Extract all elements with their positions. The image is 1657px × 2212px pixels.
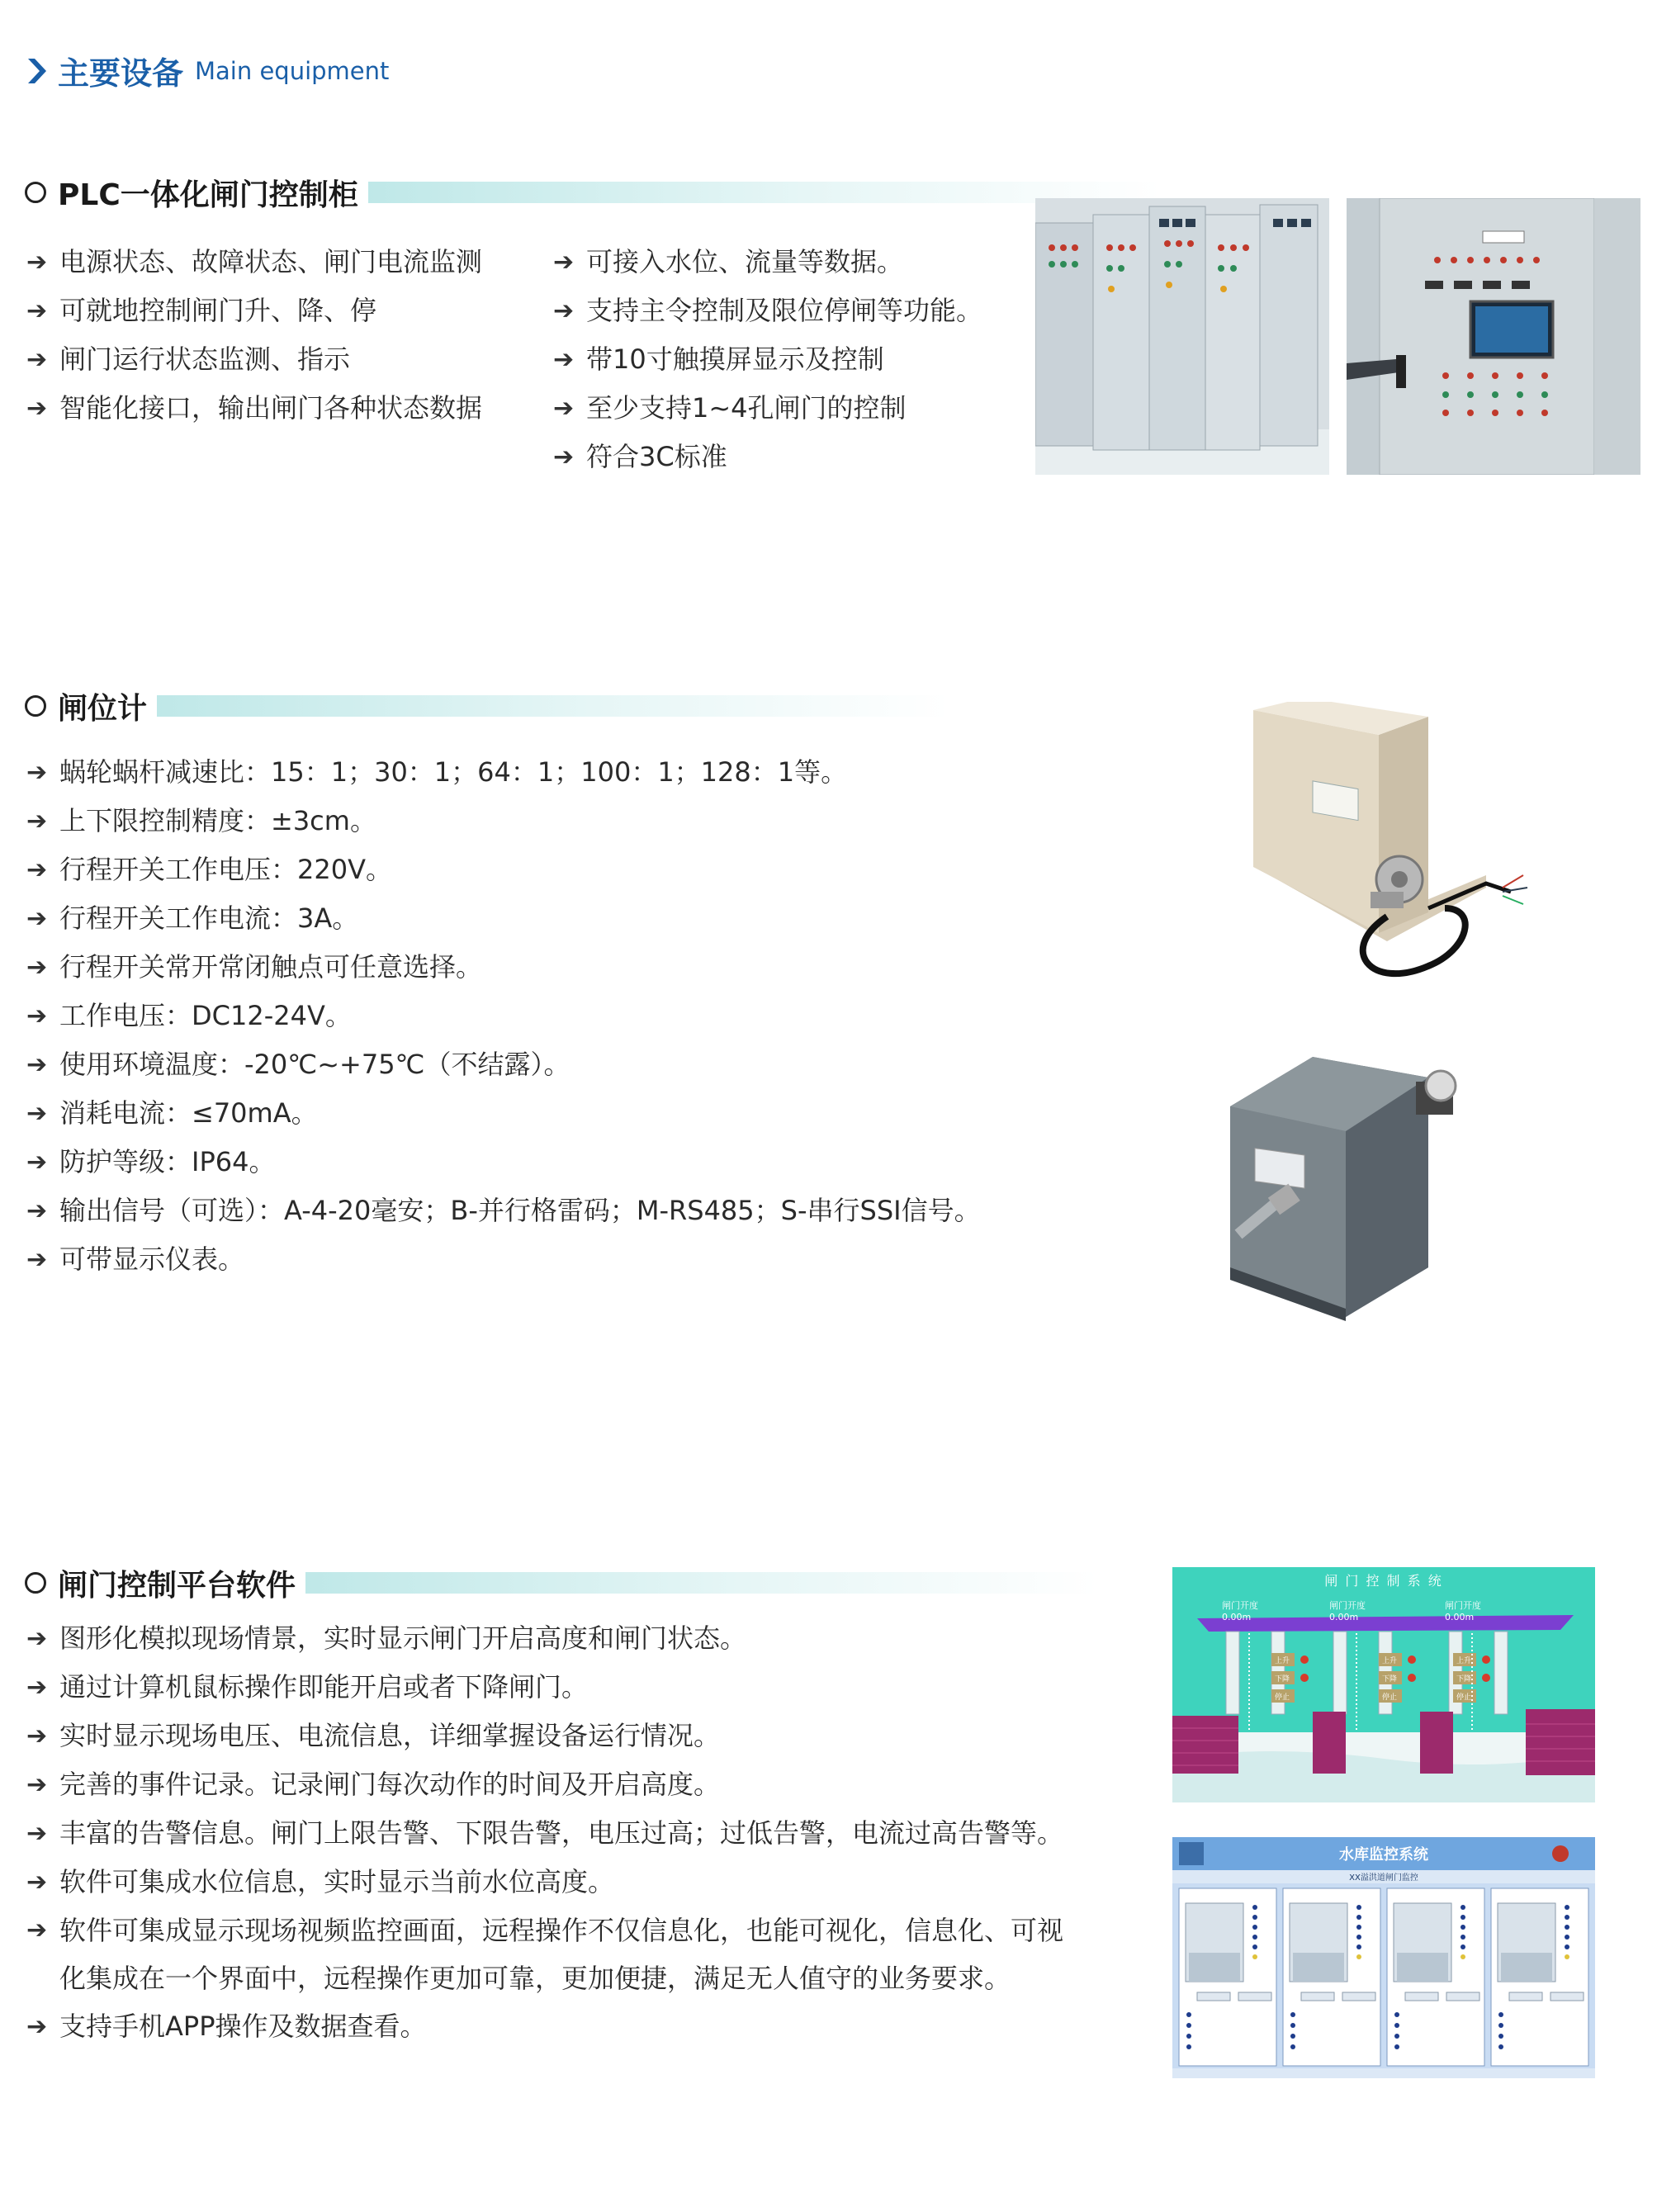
- arrow-icon: ➔: [553, 345, 575, 374]
- list-item: ➔ 可带显示仪表。: [25, 1235, 981, 1284]
- list-item: ➔ 符合3C标准: [552, 433, 982, 481]
- arrow-icon: ➔: [26, 1722, 48, 1750]
- list-item: ➔ 蜗轮蜗杆减速比：15：1；30：1；64：1；100：1；128：1等。: [25, 748, 981, 797]
- circle-bullet-icon: [25, 1572, 46, 1594]
- svg-text:下降: 下降: [1456, 1675, 1472, 1684]
- list-item: ➔ 工作电压：DC12-24V。: [25, 992, 981, 1040]
- arrow-icon: ➔: [553, 248, 575, 277]
- gate-control-screen-2: [1172, 1837, 1595, 2078]
- list-item: ➔ 行程开关常开常闭触点可任意选择。: [25, 943, 981, 992]
- arrow-icon: ➔: [26, 1196, 48, 1225]
- arrow-icon: ➔: [26, 807, 48, 836]
- arrow-icon: ➔: [26, 855, 48, 884]
- arrow-icon: ➔: [26, 1099, 48, 1128]
- plc-feature-list-right: [552, 238, 982, 481]
- svg-text:上升: 上升: [1382, 1657, 1398, 1665]
- gate-value-2: 0.00m: [1329, 1612, 1359, 1622]
- title-accent-bar: [305, 1572, 1098, 1594]
- arrow-icon: ➔: [26, 1050, 48, 1079]
- touchscreen-cabinet-photo: [1347, 198, 1640, 475]
- arrow-icon: ➔: [26, 1624, 48, 1653]
- list-item: ➔ 可接入水位、流量等数据。: [552, 238, 982, 287]
- arrow-icon: ➔: [26, 2012, 48, 2041]
- list-item: ➔ 行程开关工作电压：220V。: [25, 845, 981, 894]
- arrow-icon: ➔: [26, 1916, 48, 1944]
- arrow-icon: ➔: [26, 1868, 48, 1897]
- list-item: ➔ 闸门运行状态监测、指示: [25, 335, 482, 384]
- arrow-icon: ➔: [553, 443, 575, 471]
- screen2-subtitle: XX溢洪道闸门监控: [1349, 1873, 1418, 1883]
- title-accent-bar: [157, 695, 949, 717]
- arrow-icon: ➔: [26, 248, 48, 277]
- arrow-icon: ➔: [26, 953, 48, 982]
- gate-meter-spec-list: [25, 748, 981, 1284]
- gate-meter-gray-photo: [1222, 1044, 1519, 1325]
- arrow-icon: ➔: [553, 394, 575, 423]
- arrow-icon: ➔: [26, 1819, 48, 1848]
- arrow-icon: ➔: [26, 394, 48, 423]
- svg-text:停止: 停止: [1456, 1693, 1472, 1702]
- section-title-text: 闸门控制平台软件: [58, 1568, 296, 1603]
- gate-value-1: 0.00m: [1222, 1612, 1252, 1622]
- svg-text:上升: 上升: [1456, 1657, 1472, 1665]
- list-item: ➔ 电源状态、故障状态、闸门电流监测: [25, 238, 482, 287]
- header-title-cn: 主要设备: [58, 55, 184, 92]
- arrow-icon: ➔: [26, 758, 48, 787]
- section-gate-meter-title: [25, 685, 949, 727]
- arrow-icon: ➔: [26, 1002, 48, 1030]
- svg-text:下降: 下降: [1382, 1675, 1398, 1684]
- svg-text:停止: 停止: [1275, 1693, 1290, 1702]
- header-title-en: Main equipment: [195, 56, 390, 85]
- gate-control-screen-1: [1172, 1567, 1595, 1802]
- gate-label-2: 闸门开度: [1329, 1600, 1366, 1611]
- list-item: ➔ 消耗电流：≤70mA。: [25, 1089, 981, 1138]
- list-item: ➔ 使用环境温度：-20℃~+75℃（不结露）。: [25, 1040, 981, 1089]
- list-item: ➔ 智能化接口，输出闸门各种状态数据: [25, 384, 482, 433]
- arrow-icon: ➔: [26, 1148, 48, 1177]
- arrow-icon: ➔: [26, 296, 48, 325]
- list-item: ➔ 图形化模拟现场情景，实时显示闸门开启高度和闸门状态。: [25, 1614, 1065, 1663]
- list-item: ➔ 输出信号（可选）：A-4-20毫安；B-并行格雷码；M-RS485；S-串行SSI信号。: [25, 1187, 981, 1235]
- arrow-icon: ➔: [26, 904, 48, 933]
- list-item: ➔ 带10寸触摸屏显示及控制: [552, 335, 982, 384]
- list-item: ➔ 行程开关工作电流：3A。: [25, 894, 981, 943]
- section-plc-title: [25, 172, 1161, 213]
- gate-value-3: 0.00m: [1445, 1612, 1475, 1622]
- arrow-icon: ➔: [26, 345, 48, 374]
- list-item: ➔ 至少支持1~4孔闸门的控制: [552, 384, 982, 433]
- list-item: ➔ 可就地控制闸门升、降、停: [25, 287, 482, 335]
- gate-label-1: 闸门开度: [1222, 1600, 1258, 1611]
- list-item: ➔ 软件可集成水位信息，实时显示当前水位高度。: [25, 1858, 1065, 1906]
- list-item: ➔ 通过计算机鼠标操作即能开启或者下降闸门。: [25, 1663, 1065, 1712]
- screen2-title: 水库监控系统: [1339, 1846, 1428, 1864]
- software-feature-list: [25, 1614, 1065, 2051]
- list-item: ➔ 丰富的告警信息。闸门上限告警、下限告警，电压过高；过低告警，电流过高告警等。: [25, 1809, 1065, 1858]
- screen1-title: 闸 门 控 制 系 统: [1324, 1573, 1443, 1589]
- svg-text:下降: 下降: [1275, 1675, 1290, 1684]
- section-software-title: [25, 1562, 1098, 1603]
- list-item: ➔ 上下限控制精度：±3cm。: [25, 797, 981, 845]
- plc-feature-list-left: [25, 238, 482, 433]
- list-item: ➔ 支持主令控制及限位停闸等功能。: [552, 287, 982, 335]
- arrow-icon: ➔: [553, 296, 575, 325]
- section-title-text: PLC一体化闸门控制柜: [58, 178, 358, 212]
- arrow-icon: ➔: [26, 1770, 48, 1799]
- circle-bullet-icon: [25, 182, 46, 203]
- list-item: ➔ 防护等级：IP64。: [25, 1138, 981, 1187]
- svg-text:上升: 上升: [1275, 1657, 1290, 1665]
- chevron-right-icon: [25, 57, 50, 85]
- control-cabinet-photo: [1035, 198, 1329, 475]
- arrow-icon: ➔: [26, 1245, 48, 1274]
- list-item: ➔ 实时显示现场电压、电流信息，详细掌握设备运行情况。: [25, 1712, 1065, 1760]
- arrow-icon: ➔: [26, 1673, 48, 1702]
- gate-label-3: 闸门开度: [1445, 1600, 1481, 1611]
- page-header: [25, 48, 389, 93]
- section-title-text: 闸位计: [58, 691, 148, 726]
- svg-text:停止: 停止: [1382, 1693, 1398, 1702]
- list-item: ➔ 完善的事件记录。记录闸门每次动作的时间及开启高度。: [25, 1760, 1065, 1809]
- list-item: ➔ 支持手机APP操作及数据查看。: [25, 2002, 1065, 2051]
- list-item: ➔ 软件可集成显示现场视频监控画面，远程操作不仅信息化，也能可视化，信息化、可视化集成在一个界面中，远程操作更加可靠，更加便捷，满足无人值守的业务要求。: [25, 1906, 1065, 2002]
- gate-meter-beige-photo: [1238, 702, 1544, 1016]
- circle-bullet-icon: [25, 695, 46, 717]
